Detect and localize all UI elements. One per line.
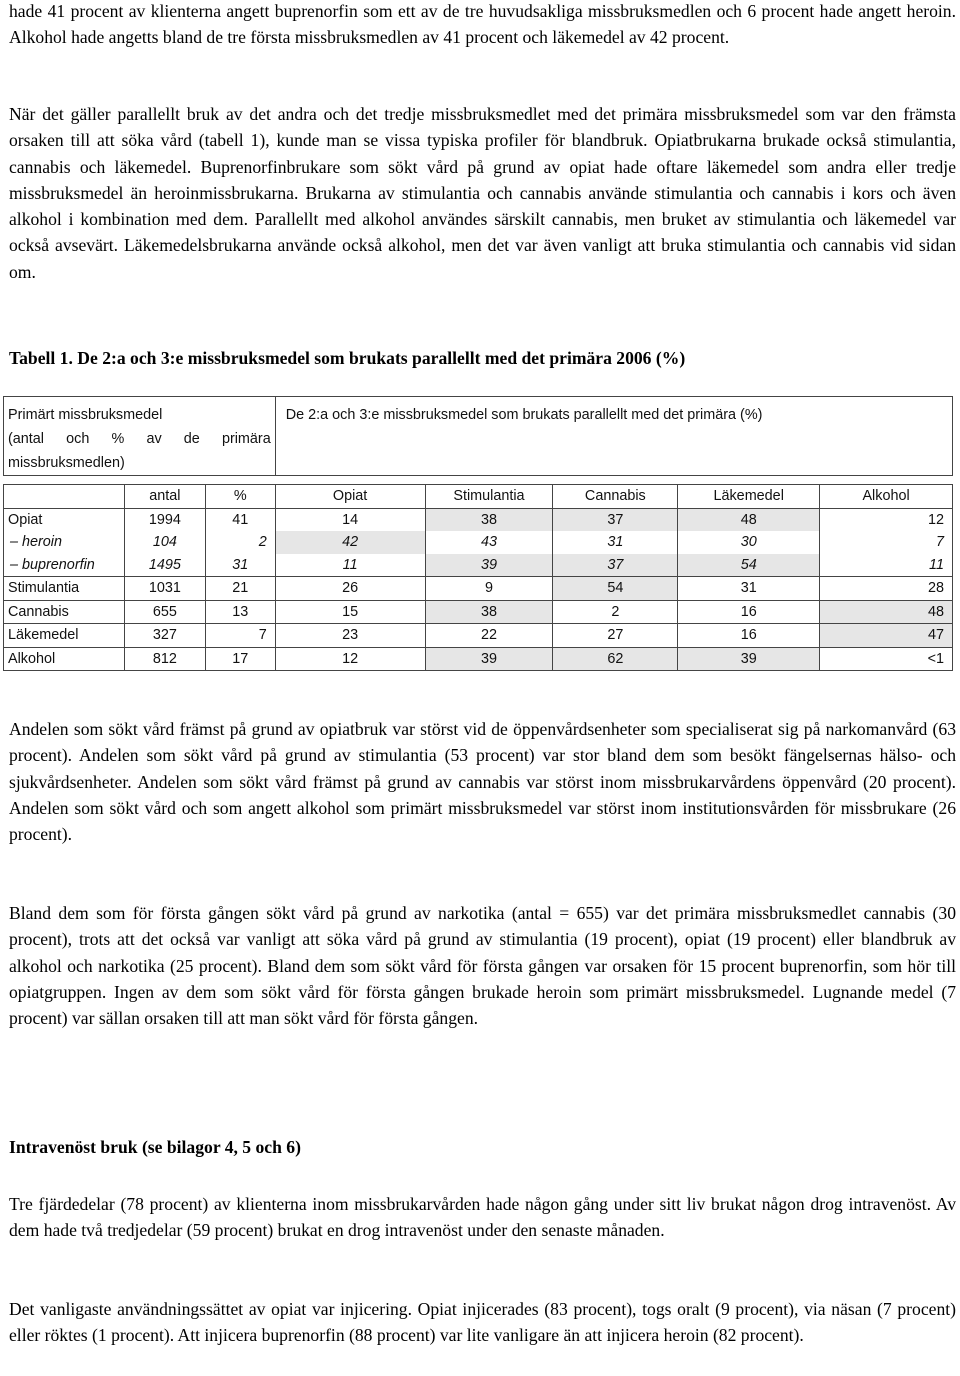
cell-percent: 13 [205, 600, 275, 624]
row-label: Cannabis [4, 600, 125, 624]
row-label: Läkemedel [4, 624, 125, 648]
cell-opiat: 12 [275, 647, 425, 671]
table-header-row [4, 397, 953, 476]
row-label: Alkohol [4, 647, 125, 671]
corner-line-note: (antal och % av de primära missbruksmedlen) [8, 431, 271, 471]
cell-alkohol: 28 [820, 577, 953, 601]
cell-stimulantia: 39 [425, 647, 553, 671]
paragraph-parallel-use: När det gäller parallellt bruk av det andra och det tredje missbruksmedlet med det primära missbruksmedel som var den främsta orsaken till att söka vård (tabell 1), kunde man se vissa typiska profiler för blandbruk. Opiatbrukarna brukade också stimulantia, cannabis och läkemedel. Buprenorfinbrukare som sökt vård på grund av opiat hade oftare läkemedel som andra eller tredje missbruksmedel än heroinmissbrukarna. Brukarna av stimulantia och cannabis använde stimulantia och cannabis i kors och även alkohol i kombination med dem. Parallellt med alkohol användes särskilt cannabis, men bruket av stimulantia och läkemedel var också avsevärt. Läkemedelsbrukarna använde också alkohol, men det var även vanligt att bruka stimulantia och cannabis vid sidan om. [9, 104, 956, 282]
cell-opiat: 11 [275, 554, 425, 577]
cell-cannabis: 37 [553, 508, 678, 531]
cell-cannabis: 37 [553, 554, 678, 577]
cell-lakemedel: 54 [678, 554, 820, 577]
table-parallel-substances [3, 396, 953, 671]
cell-alkohol: 11 [820, 554, 953, 577]
col-header-antal: antal [124, 485, 205, 509]
cell-antal: 655 [124, 600, 205, 624]
table-row [4, 531, 953, 554]
col-header-opiat: Opiat [275, 485, 425, 509]
row-label: – heroin [4, 531, 125, 554]
cell-stimulantia: 22 [425, 624, 553, 648]
cell-antal: 1994 [124, 508, 205, 531]
cell-cannabis: 27 [553, 624, 678, 648]
cell-stimulantia: 39 [425, 554, 553, 577]
cell-opiat: 42 [275, 531, 425, 554]
paragraph-first-time: Bland dem som för första gången sökt vård på grund av narkotika (antal = 655) var det primära missbruksmedlet cannabis (30 procent), trots att det också var vanligt att söka vård på grund av stimulantia (19 procent), opiat (19 procent) eller blandbruk av alkohol och narkotika (25 procent). Bland dem som sökt vård för första gången var orsaken för 15 procent buprenorfin, som hör till opiatgruppen. Ingen av dem som sökt vård för första gången brukade heroin som primärt missbruksmedel. Lugnande medel (7 procent) var sällan orsaken till att man sökt vård för första gången. [9, 903, 956, 1029]
col-header-percent: % [205, 485, 275, 509]
cell-percent: 2 [205, 531, 275, 554]
row-label: – buprenorfin [4, 554, 125, 577]
table-corner-header [4, 397, 276, 476]
cell-stimulantia: 38 [425, 508, 553, 531]
paragraph-intro: hade 41 procent av klienterna angett buprenorfin som ett av de tre huvudsakliga missbruksmedlen och 6 procent hade angett heroin. Alkohol hade angetts bland de tre första missbruksmedlen av 41 procent och läkemedel av 42 procent. [9, 1, 956, 48]
col-header-stimulantia: Stimulantia [425, 485, 553, 509]
paragraph-care-units: Andelen som sökt vård främst på grund av opiatbruk var störst vid de öppenvårdsenheter som specialiserat sig på narkomanvård (63 procent). Andelen som sökt vård på grund av stimulantia (53 procent) var stor bland dem som besökt fängelsernas hälso- och sjukvårdsenheter. Andelen som sökt vård främst på grund av cannabis var störst inom missbrukarvårdens öppenvård (20 procent). Andelen som sökt vård och som angett alkohol som primärt missbruksmedel var störst inom institutionsvården för missbrukare (26 procent). [9, 719, 956, 845]
cell-opiat: 15 [275, 600, 425, 624]
table-row [4, 647, 953, 671]
cell-antal: 327 [124, 624, 205, 648]
cell-alkohol: 12 [820, 508, 953, 531]
cell-antal: 104 [124, 531, 205, 554]
table-row [4, 508, 953, 531]
cell-percent: 17 [205, 647, 275, 671]
col-header-cannabis: Cannabis [553, 485, 678, 509]
cell-lakemedel: 39 [678, 647, 820, 671]
table-row [4, 577, 953, 601]
cell-alkohol: 47 [820, 624, 953, 648]
cell-cannabis: 54 [553, 577, 678, 601]
cell-lakemedel: 48 [678, 508, 820, 531]
cell-percent: 41 [205, 508, 275, 531]
row-label: Opiat [4, 508, 125, 531]
cell-cannabis: 62 [553, 647, 678, 671]
cell-cannabis: 31 [553, 531, 678, 554]
cell-percent: 7 [205, 624, 275, 648]
col-header-alkohol: Alkohol [820, 485, 953, 509]
cell-percent: 21 [205, 577, 275, 601]
cell-opiat: 26 [275, 577, 425, 601]
cell-cannabis: 2 [553, 600, 678, 624]
cell-antal: 1495 [124, 554, 205, 577]
table-caption: Tabell 1. De 2:a och 3:e missbruksmedel som brukats parallellt med det primära 2006 (%) [9, 348, 686, 368]
row-label: Stimulantia [4, 577, 125, 601]
cell-alkohol: <1 [820, 647, 953, 671]
table-row [4, 600, 953, 624]
cell-antal: 812 [124, 647, 205, 671]
table-row [4, 554, 953, 577]
cell-stimulantia: 38 [425, 600, 553, 624]
cell-stimulantia: 9 [425, 577, 553, 601]
paragraph-intravenous: Tre fjärdedelar (78 procent) av klienterna inom missbrukarvården hade någon gång under sitt liv brukat någon drog intravenöst. Av dem hade två tredjedelar (59 procent) brukat en drog intravenöst under den senaste månaden. [9, 1194, 956, 1241]
cell-alkohol: 48 [820, 600, 953, 624]
table-span-header: De 2:a och 3:e missbruksmedel som brukats parallellt med det primära (%) [275, 397, 952, 476]
cell-lakemedel: 16 [678, 600, 820, 624]
cell-lakemedel: 16 [678, 624, 820, 648]
col-header-lakemedel: Läkemedel [678, 485, 820, 509]
cell-stimulantia: 43 [425, 531, 553, 554]
cell-opiat: 14 [275, 508, 425, 531]
cell-antal: 1031 [124, 577, 205, 601]
cell-lakemedel: 31 [678, 577, 820, 601]
table-column-header-row [4, 485, 953, 509]
cell-percent: 31 [205, 554, 275, 577]
paragraph-injection: Det vanligaste användningssättet av opiat var injicering. Opiat injicerades (83 procent), togs oralt (9 procent), via näsan (7 procent) eller röktes (1 procent). Att injicera buprenorfin (88 procent) var lite vanligare än att injicera heroin (82 procent). [9, 1299, 956, 1346]
cell-lakemedel: 30 [678, 531, 820, 554]
section-heading-intravenous: Intravenöst bruk (se bilagor 4, 5 och 6) [9, 1137, 301, 1157]
cell-alkohol: 7 [820, 531, 953, 554]
cell-opiat: 23 [275, 624, 425, 648]
corner-line-primary: Primärt missbruksmedel [8, 407, 163, 423]
table-row [4, 624, 953, 648]
